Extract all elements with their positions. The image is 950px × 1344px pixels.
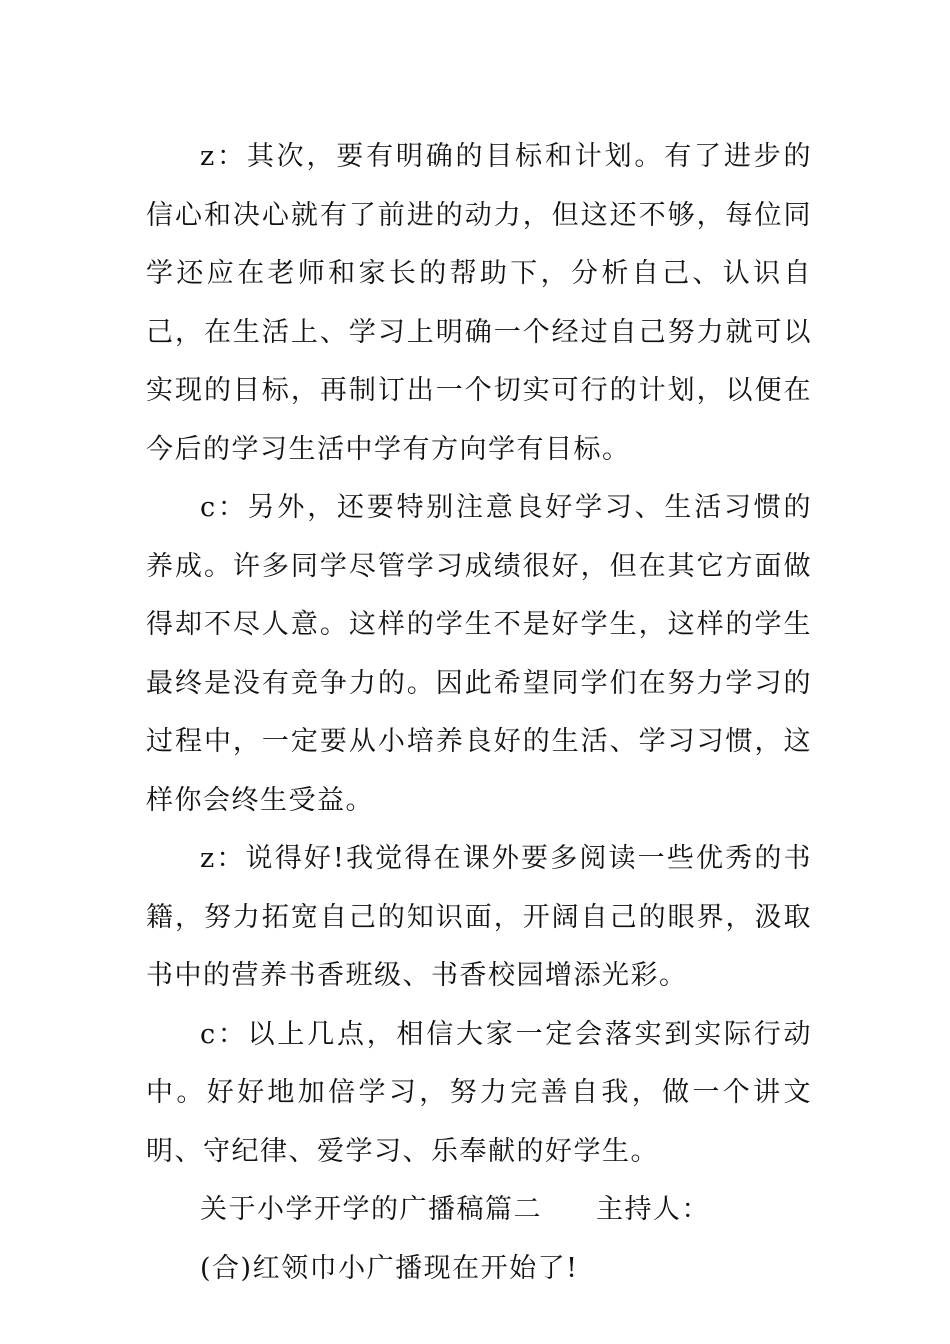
paragraph-speaker-z-reading: z：说得好!我觉得在课外要多阅读一些优秀的书籍，努力拓宽自己的知识面，开阔自己的眼界，汲取书中的营养书香班级、书香校园增添光彩。 [146, 843, 812, 991]
section-title: 关于小学开学的广播稿篇二 [200, 1194, 542, 1225]
paragraph-speaker-c-summary: c：以上几点，相信大家一定会落实到实际行动中。好好地加倍学习，努力完善自我，做一个讲文明、守纪律、爱学习、乐奉献的好学生。 [146, 1018, 812, 1167]
closing-line: (合)红领巾小广播现在开始了! [200, 1252, 579, 1284]
section-heading-line [146, 1181, 812, 1240]
document-body [146, 128, 812, 1298]
paragraph-speaker-c-habits: c：另外，还要特别注意良好学习、生活习惯的养成。许多同学尽管学习成绩很好，但在其它方面做得却不尽人意。这样的学生不是好学生，这样的学生最终是没有竞争力的。因此希望同学们在努力学习的过程中，一定要从小培养良好的生活、学习习惯，这样你会终生受益。 [146, 492, 812, 816]
host-label: 主持人： [596, 1194, 710, 1225]
paragraph-speaker-z-goals: z：其次，要有明确的目标和计划。有了进步的信心和决心就有了前进的动力，但这还不够，每位同学还应在老师和家长的帮助下，分析自己、认识自己，在生活上、学习上明确一个经过自己努力就可以实现的目标，再制订出一个切实可行的计划，以便在今后的学习生活中学有方向学有目标。 [146, 141, 812, 465]
